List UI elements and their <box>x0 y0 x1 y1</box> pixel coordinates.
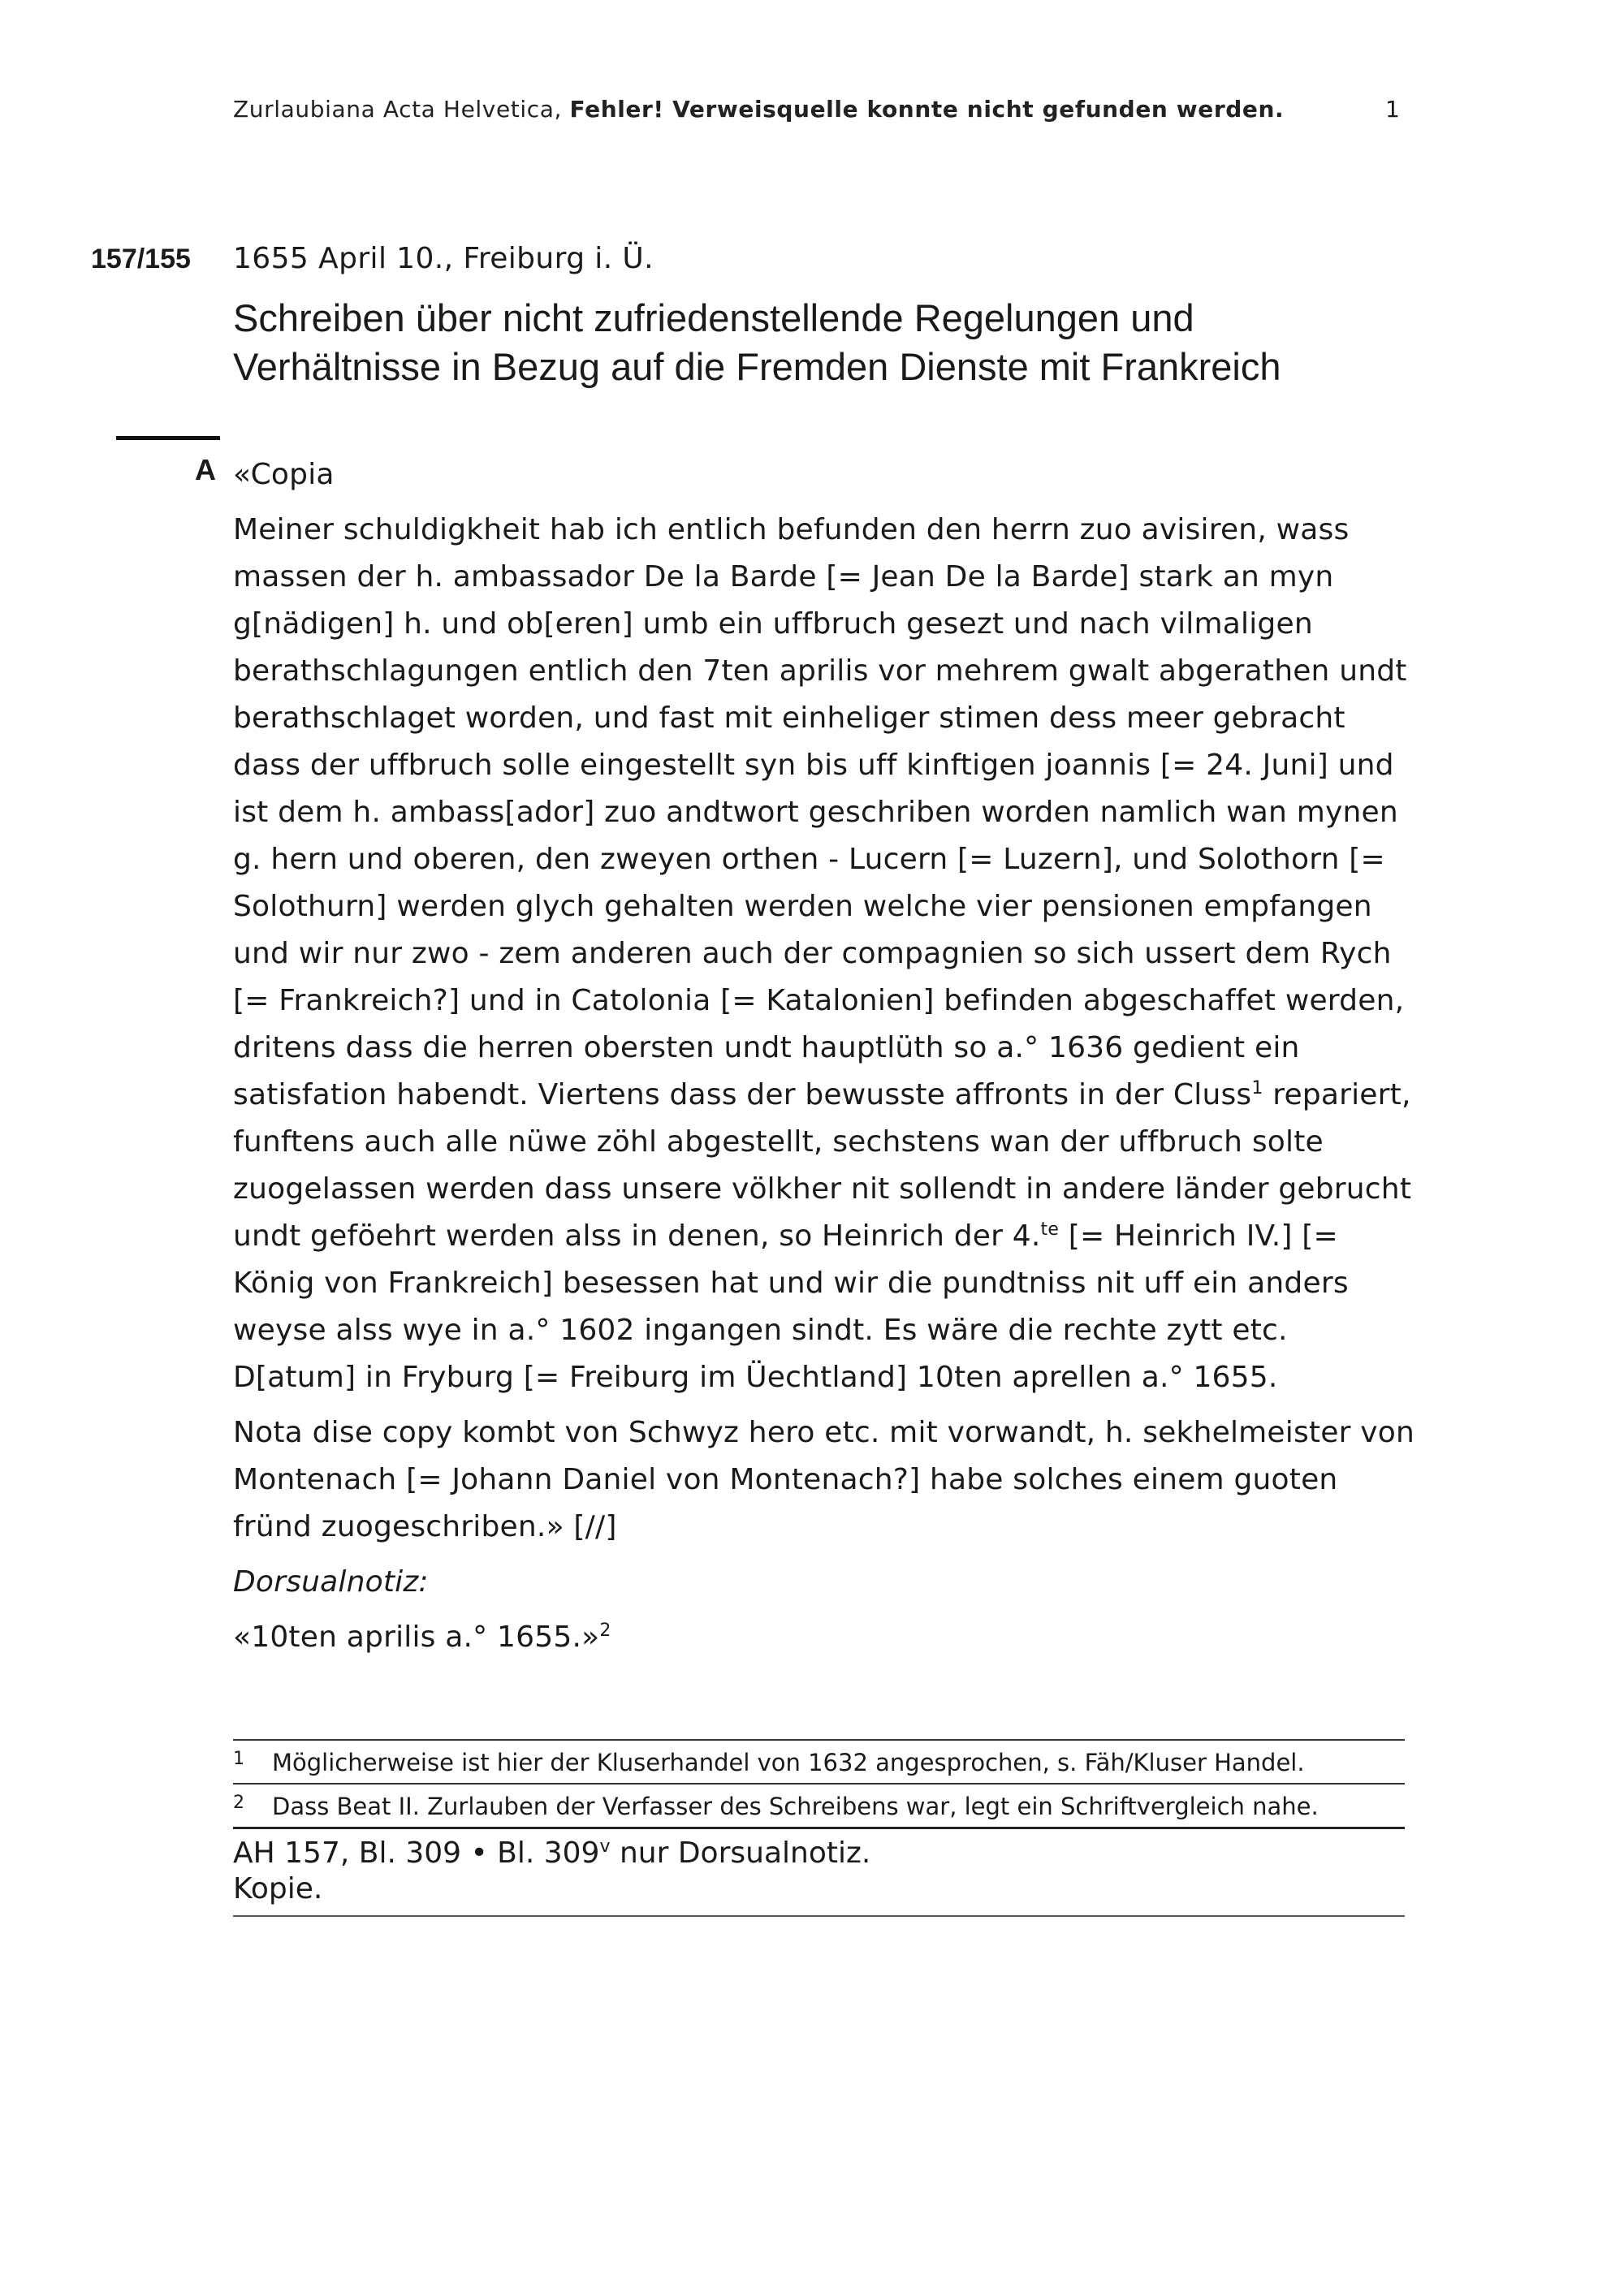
source-reference-tail: nur Dorsualnotiz. <box>610 1836 871 1870</box>
footnote-item <box>233 1783 1405 1827</box>
main-paragraph-part-3: [= Heinrich IV.] [= König von Frankreich] besessen hat und wir die pundtniss nit uff ein anders weyse alss wye in a.° 1602 ingangen sindt. Es wäre die rechte zytt etc. D[atum] in Fryburg [= Freiburg im Üechtland] 10ten aprellen a.° 1655. <box>233 1219 1349 1394</box>
verso-superscript: v <box>599 1836 611 1857</box>
margin-rule <box>116 436 220 440</box>
source-line-2: Kopie. <box>233 1872 323 1905</box>
source-line-1 <box>233 1836 1405 1871</box>
superscript-te: te <box>1040 1219 1060 1240</box>
running-header <box>233 96 1402 123</box>
transcription-body <box>233 451 1415 1669</box>
footnote-text: Möglicherweise ist hier der Kluserhandel von 1632 angesprochen, s. Fäh/Kluser Handel. <box>272 1749 1305 1776</box>
page-number: 1 <box>1385 96 1400 123</box>
dorsal-note <box>233 1614 1415 1661</box>
main-paragraph <box>233 507 1415 1401</box>
main-paragraph-part-2: repariert, funftens auch alle nüwe zöhl abgestellt, sechstens wan der uffbruch solte zuogelassen werden dass unsere völkher nit sollendt in andere länder gebrucht undt geföehrt werden alss in denen, so Heinrich der 4. <box>233 1078 1412 1253</box>
running-title: Zurlaubiana Acta Helvetica, <box>233 96 570 123</box>
document-title: Schreiben über nicht zufriedenstellende Regelungen und Verhältnisse in Bezug auf die Fremden Dienste mit Frankreich <box>233 296 1281 388</box>
dorsal-note-text: «10ten aprilis a.° 1655.» <box>233 1621 600 1654</box>
source-reference: AH 157, Bl. 309 • Bl. 309 <box>233 1836 600 1870</box>
opening-line: «Copia <box>233 458 335 491</box>
source-note <box>233 1827 1405 1917</box>
date-place-line: 1655 April 10., Freiburg i. Ü. <box>233 242 654 275</box>
footnotes <box>233 1739 1405 1827</box>
footnote-text: Dass Beat II. Zurlauben der Verfasser des Schreibens war, legt ein Schriftvergleich nahe. <box>272 1793 1319 1820</box>
nota-paragraph: Nota dise copy kombt von Schwyz hero etc. mit vorwandt, h. sekhelmeister von Montenach [= Johann Daniel von Montenach?] habe solches einem guoten fründ zuogeschriben.» [//] <box>233 1416 1415 1543</box>
dorsal-note-label: Dorsualnotiz: <box>233 1565 429 1599</box>
footnote-ref-1[interactable]: 1 <box>1251 1078 1263 1098</box>
main-paragraph-part-1: Meiner schuldigkheit hab ich entlich befunden den herrn zuo avisiren, wass massen der h. ambassador De la Barde [= Jean De la Barde] stark an myn g[nädigen] h. und ob[eren] umb ein uffbruch gesezt und nach vilmaligen berathschlagungen entlich den 7ten aprilis vor mehrem gwalt abgerathen undt berathschlaget worden, und fast mit einheliger stimen dess meer gebracht dass der uffbruch solle eingestellt syn bis uff kinftigen joannis [= 24. Juni] und ist dem h. ambass[ador] zuo andtwort geschriben worden namlich wan mynen g. hern und oberen, den zweyen orthen - Lucern [= Luzern], und Solothorn [= Solothurn] werden glych gehalten werden welche vier pensionen empfangen und wir nur zwo - zem anderen auch der compagnien so sich ussert dem Rych [= Frankreich?] und in Catolonia [= Katalonien] befinden abgeschaffet werden, dritens dass die herren obersten undt hauptlüth so a.° 1636 gedient ein satisfation habendt. Viertens dass der bewusste affronts in der Cluss <box>233 513 1407 1111</box>
reference-error-text: Fehler! Verweisquelle konnte nicht gefunden werden. <box>569 96 1285 123</box>
footnote-ref-2[interactable]: 2 <box>599 1621 611 1641</box>
footnote-number: 2 <box>233 1793 244 1813</box>
footnote-item <box>233 1739 1405 1783</box>
footnote-number: 1 <box>233 1749 244 1769</box>
document-number: 157/155 <box>91 244 191 274</box>
version-letter: A <box>195 453 216 486</box>
